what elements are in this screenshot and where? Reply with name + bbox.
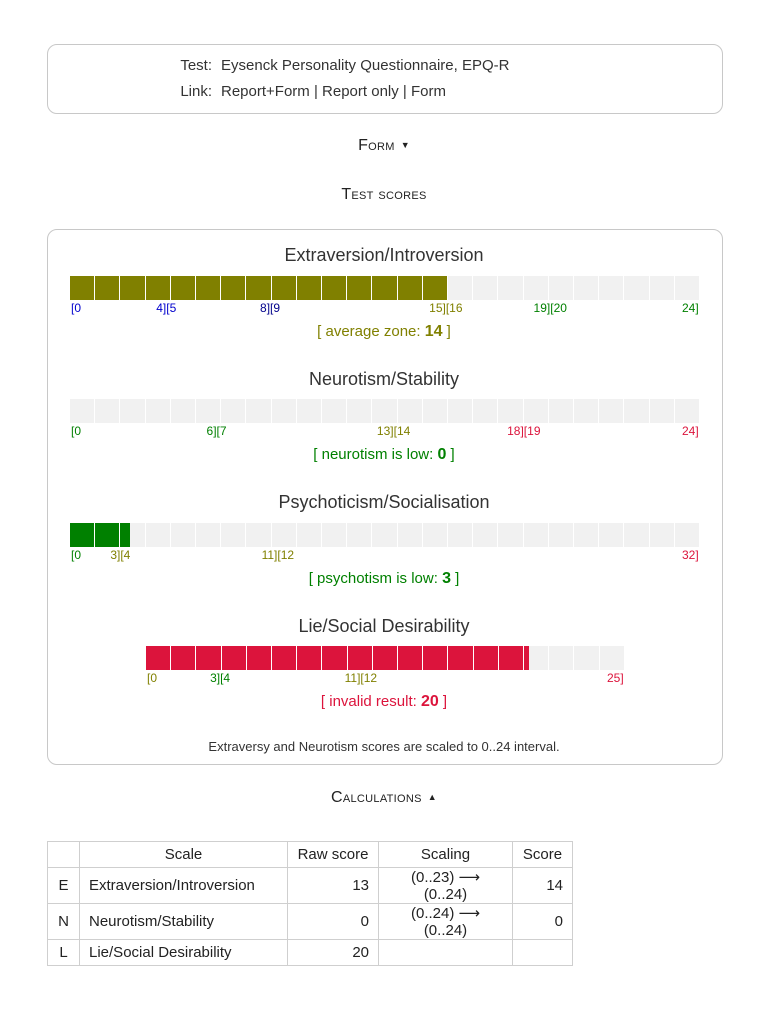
bar-cell	[95, 399, 120, 423]
bar-cell	[448, 646, 473, 670]
caret-up-icon: ▲	[427, 792, 437, 802]
verdict-score: 0	[437, 446, 447, 463]
tick-label: 18][19	[507, 424, 541, 438]
table-row	[48, 868, 573, 904]
bar-cell	[70, 399, 95, 423]
form-toggle[interactable]	[0, 137, 768, 155]
bar-cell	[423, 399, 448, 423]
bar-cell	[549, 399, 574, 423]
bar-cell	[146, 646, 171, 670]
bar-cell	[246, 523, 271, 547]
scale-ticks-neurotism	[70, 424, 699, 438]
tick-label: 32]	[682, 548, 699, 562]
score	[513, 940, 573, 966]
link-separator: |	[313, 83, 318, 100]
bar-cell	[95, 523, 120, 547]
bar-cell	[146, 399, 171, 423]
form-toggle-label: Form	[358, 137, 395, 154]
bar-cell	[120, 276, 145, 300]
tick-label: [0	[71, 301, 82, 315]
bar-cell	[675, 523, 699, 547]
verdict-score: 14	[424, 323, 443, 340]
table-row	[48, 940, 573, 966]
bar-cell	[624, 399, 649, 423]
bar-cell	[423, 523, 448, 547]
test-scores-title: Test scores	[341, 186, 427, 203]
bar-cell	[171, 399, 196, 423]
scaling-note: Extraversy and Neurotism scores are scaled to 0..24 interval.	[208, 739, 560, 754]
scale-title-neurotism: Neurotism/Stability	[308, 369, 460, 389]
tick-label: 4][5	[156, 301, 177, 315]
bar-cell	[675, 276, 699, 300]
bar-cell	[297, 646, 322, 670]
calculations-table	[47, 841, 573, 966]
report-form-link[interactable]: Report+Form	[221, 83, 310, 100]
bar-cell	[146, 276, 171, 300]
bar-cell	[650, 399, 675, 423]
bar-cell	[347, 399, 372, 423]
bar-cell	[498, 399, 523, 423]
bar-cell	[448, 399, 473, 423]
scale-ticks-lie	[146, 671, 624, 685]
bar-cell	[372, 399, 397, 423]
score: 0	[513, 904, 573, 940]
bar-cell	[423, 276, 448, 300]
verdict-psychoticism	[0, 570, 768, 588]
bar-cell	[222, 646, 247, 670]
tick-label: 25]	[607, 671, 624, 685]
scale-title-lie: Lie/Social Desirability	[298, 616, 470, 636]
bar-cell	[322, 646, 347, 670]
bar-cell	[322, 399, 347, 423]
bar-cell	[322, 523, 347, 547]
bar-cell	[196, 523, 221, 547]
bar-cell	[246, 399, 271, 423]
tick-label: 24]	[682, 301, 699, 315]
bar-cell	[120, 523, 145, 547]
verdict-text: [ neurotism is low:	[313, 446, 438, 463]
raw-score: 13	[288, 868, 379, 904]
test-name: Eysenck Personality Questionnaire, EPQ-R	[221, 57, 510, 74]
bar-cell	[70, 523, 95, 547]
bar-cell	[247, 646, 272, 670]
tick-label: 13][14	[376, 424, 411, 438]
bar-cell	[650, 276, 675, 300]
verdict-lie	[0, 693, 768, 711]
bar-cell	[196, 399, 221, 423]
bar-cell	[474, 646, 499, 670]
bar-cell	[347, 523, 372, 547]
bar-cell	[574, 523, 599, 547]
verdict-score: 20	[420, 693, 439, 710]
scaling: (0..23) ⟶ (0..24)	[379, 868, 513, 904]
bar-cell	[221, 523, 246, 547]
bar-cell	[398, 523, 423, 547]
score: 14	[513, 868, 573, 904]
scale-name: Neurotism/Stability	[80, 904, 288, 940]
scale-title-extraversion: Extraversion/Introversion	[284, 245, 484, 265]
calculations-toggle-label: Calculations	[331, 789, 422, 806]
bar-cell	[624, 523, 649, 547]
bar-cell	[297, 523, 322, 547]
verdict-text: ]	[438, 693, 448, 710]
bar-cell	[95, 276, 120, 300]
bar-cell	[473, 399, 498, 423]
tick-label: 11][12	[261, 548, 295, 562]
bar-cell	[574, 399, 599, 423]
bar-cell	[473, 523, 498, 547]
score-bar-psychoticism	[70, 523, 699, 547]
scale-code: N	[48, 904, 80, 940]
bar-cell	[348, 646, 373, 670]
bar-cell	[549, 523, 574, 547]
verdict-score: 3	[442, 570, 451, 587]
verdict-text: [ invalid result:	[320, 693, 421, 710]
table-header-row	[48, 842, 573, 868]
scale-code: L	[48, 940, 80, 966]
bar-cell	[498, 523, 523, 547]
bar-cell	[272, 276, 297, 300]
bar-cell	[549, 276, 574, 300]
column-header-scaling: Scaling	[379, 842, 513, 868]
bar-cell	[398, 646, 423, 670]
bar-cell	[372, 523, 397, 547]
tick-label: 11][12	[344, 671, 378, 685]
score-bar-extraversion	[70, 276, 699, 300]
score-bar-neurotism	[70, 399, 699, 423]
verdict-text: [ average zone:	[317, 323, 425, 340]
tick-label: 3][4	[110, 548, 131, 562]
bar-cell	[196, 646, 221, 670]
tick-label: [0	[147, 671, 158, 685]
test-label: Test:	[180, 57, 212, 74]
tick-label: 3][4	[210, 671, 231, 685]
scale-title-psychoticism: Psychoticism/Socialisation	[278, 492, 490, 512]
scale-name: Lie/Social Desirability	[80, 940, 288, 966]
tick-label: 6][7	[206, 424, 227, 438]
test-info-box	[47, 44, 723, 114]
bar-cell	[246, 276, 271, 300]
bar-cell	[398, 399, 423, 423]
bar-cell	[272, 399, 297, 423]
bar-cell	[524, 646, 549, 670]
bar-cell	[221, 399, 246, 423]
calculations-toggle[interactable]	[0, 789, 768, 807]
verdict-extraversion	[0, 323, 768, 341]
tick-label: [0	[71, 424, 82, 438]
bar-cell	[120, 399, 145, 423]
scale-ticks-psychoticism	[70, 548, 699, 562]
bar-cell	[599, 399, 624, 423]
tick-label: 8][9	[260, 301, 281, 315]
scaling	[379, 940, 513, 966]
bar-cell	[347, 276, 372, 300]
bar-cell	[70, 276, 95, 300]
verdict-text: ]	[446, 446, 455, 463]
column-header	[48, 842, 80, 868]
bar-cell	[624, 276, 649, 300]
bar-cell	[524, 276, 549, 300]
verdict-neurotism	[0, 446, 768, 464]
scale-name: Extraversion/Introversion	[80, 868, 288, 904]
verdict-text: ]	[450, 570, 460, 587]
bar-cell	[675, 399, 699, 423]
bar-cell	[171, 276, 196, 300]
bar-cell	[196, 276, 221, 300]
verdict-text: ]	[442, 323, 451, 340]
tick-label: 15][16	[429, 301, 463, 315]
score-bar-lie	[146, 646, 624, 670]
column-header-scale: Scale	[80, 842, 288, 868]
bar-cell	[574, 646, 599, 670]
scale-code: E	[48, 868, 80, 904]
table-row	[48, 904, 573, 940]
bar-cell	[524, 399, 549, 423]
bar-cell	[221, 276, 246, 300]
raw-score: 0	[288, 904, 379, 940]
caret-down-icon: ▼	[400, 140, 410, 150]
tick-label: 19][20	[533, 301, 567, 315]
verdict-text: [ psychotism is low:	[308, 570, 443, 587]
link-separator: |	[402, 83, 407, 100]
bar-cell	[448, 523, 473, 547]
column-header-raw-score: Raw score	[288, 842, 379, 868]
bar-cell	[322, 276, 347, 300]
bar-cell	[146, 523, 171, 547]
bar-cell	[272, 523, 297, 547]
bar-cell	[498, 276, 523, 300]
bar-cell	[398, 276, 423, 300]
bar-cell	[448, 276, 473, 300]
report-only-link[interactable]: Report only	[322, 83, 399, 100]
bar-cell	[171, 523, 196, 547]
column-header-score: Score	[513, 842, 573, 868]
bar-cell	[499, 646, 524, 670]
raw-score: 20	[288, 940, 379, 966]
bar-cell	[599, 276, 624, 300]
bar-cell	[549, 646, 574, 670]
bar-cell	[599, 523, 624, 547]
bar-cell	[423, 646, 448, 670]
form-link[interactable]: Form	[411, 83, 446, 100]
bar-cell	[297, 276, 322, 300]
scaling: (0..24) ⟶ (0..24)	[379, 904, 513, 940]
bar-cell	[373, 646, 398, 670]
tick-label: [0	[71, 548, 82, 562]
scale-ticks-extraversion	[70, 301, 699, 315]
bar-cell	[297, 399, 322, 423]
bar-cell	[372, 276, 397, 300]
link-list	[221, 83, 446, 100]
bar-cell	[650, 523, 675, 547]
bar-cell	[574, 276, 599, 300]
link-label: Link:	[180, 83, 212, 100]
tick-label: 24]	[682, 424, 699, 438]
bar-cell	[171, 646, 196, 670]
bar-cell	[473, 276, 498, 300]
bar-cell	[272, 646, 297, 670]
bar-cell	[524, 523, 549, 547]
bar-cell	[600, 646, 624, 670]
